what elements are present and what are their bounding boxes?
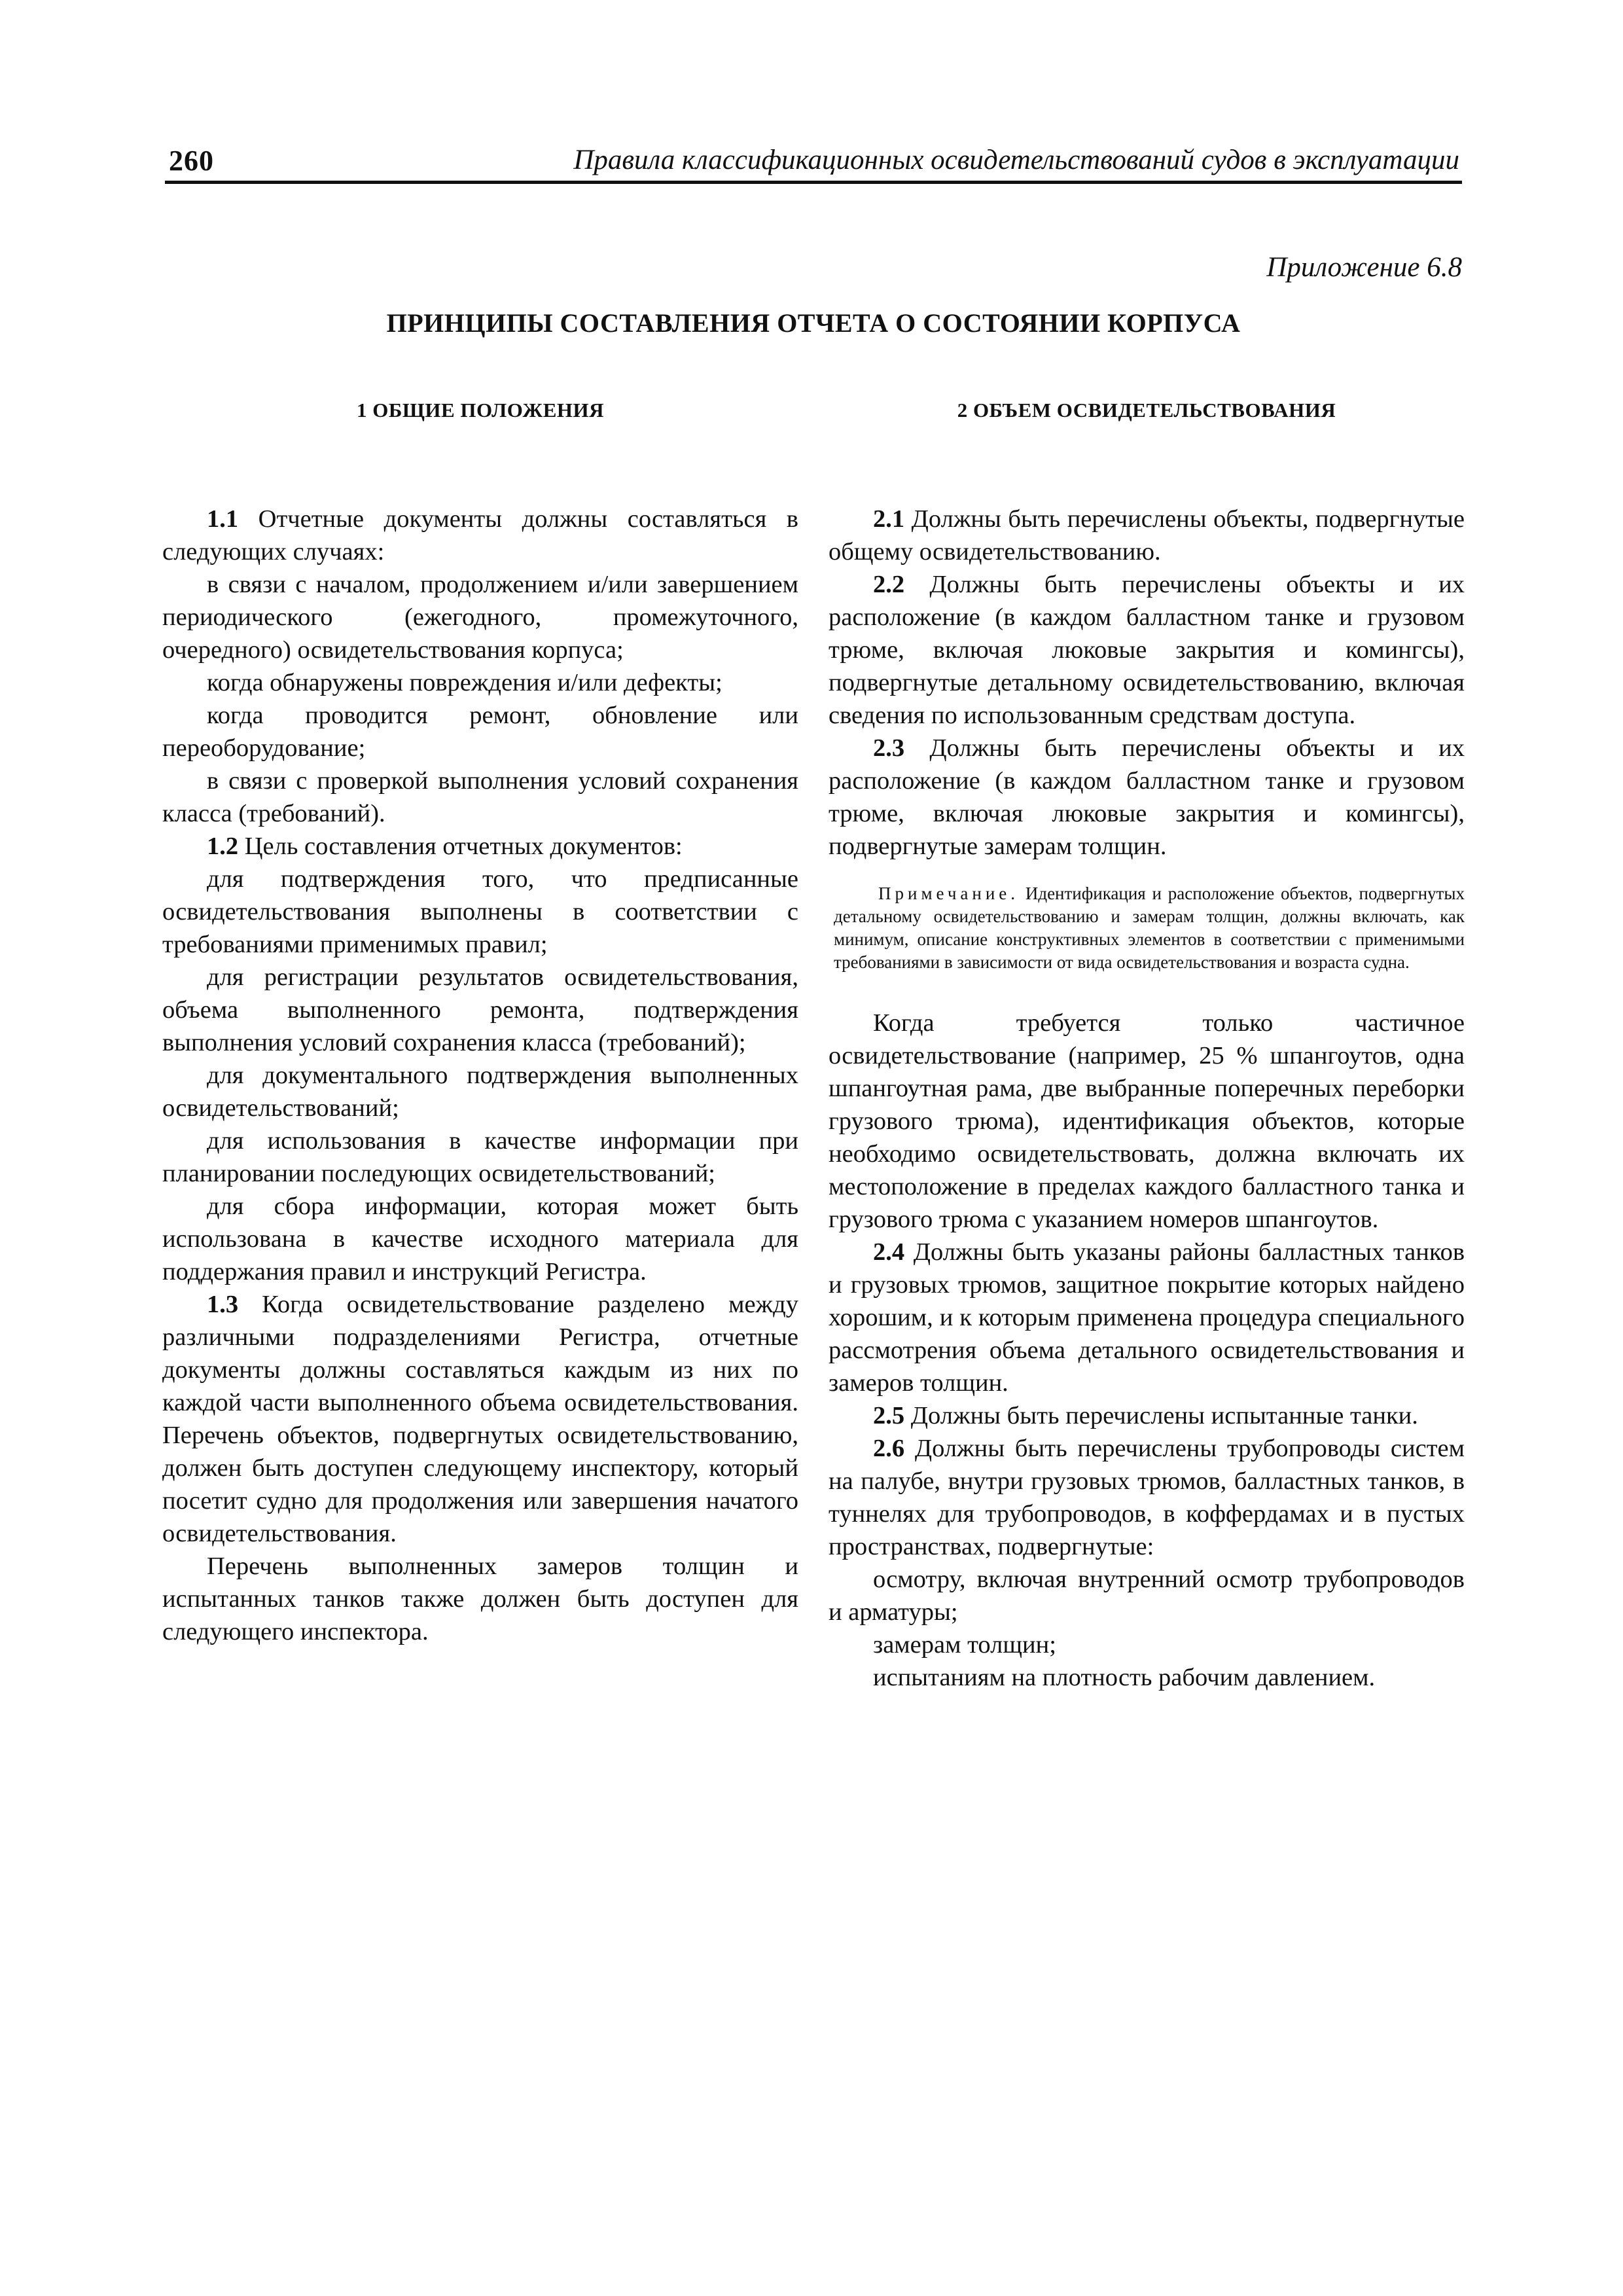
- clause-number: 2.5: [873, 1402, 905, 1429]
- page-number: 260: [169, 145, 214, 177]
- paragraph-2-2: 2.2 Должны быть перечислены объекты и их расположение (в каждом балластном танке и грузовом трюме, включая люковые закрытия и комингсы), подвергнутые детальному освидетельствованию, включая сведения по использованным средствам доступа.: [829, 571, 1465, 729]
- list-item: в связи с проверкой выполнения условий сохранения класса (требований).: [162, 767, 798, 827]
- paragraph-2-4: 2.4 Должны быть указаны районы балластных танков и грузовых трюмов, защитное покрытие которых найдено хорошим, и к которым применена процедура специального рассмотрения объема детального освидетельствования и замеров толщин.: [829, 1238, 1465, 1397]
- clause-number: 2.1: [873, 505, 905, 533]
- running-title: Правила классификационных освидетельствований судов в эксплуатации: [573, 145, 1459, 175]
- note-block: [834, 882, 1465, 974]
- list-item: испытаниям на плотность рабочим давлением.: [873, 1664, 1376, 1691]
- paragraph-2-3-continued: Когда требуется только частичное освидетельствование (например, 25 % шпангоутов, одна шпангоутная рама, две выбранные поперечных переборки грузового трюма), идентификация объектов, которые необходимо освидетельствовать, должна включать их местоположение в пределах каждого балластного танка и грузового трюма с указанием номеров шпангоутов.: [829, 1009, 1465, 1233]
- list-item: для регистрации результатов освидетельствования, объема выполненного ремонта, подтверждения выполнения условий сохранения класса (требований);: [162, 963, 798, 1056]
- clause-number: 2.2: [873, 571, 905, 598]
- appendix-label: Приложение 6.8: [1266, 252, 1462, 283]
- paragraph-1-3: 1.3 Когда освидетельствование разделено между различными подразделениями Регистра, отчетные документы должны составляться каждым из них по каждой части выполненного объема освидетельствования. Перечень объектов, подвергнутых освидетельствованию, должен быть доступен следующему инспектору, который посетит судно для продолжения или завершения начатого освидетельствования.: [162, 1291, 798, 1547]
- list-item: в связи с началом, продолжением и/или завершением периодического (ежегодного, промежуточного, очередного) освидетельствования корпуса;: [162, 571, 798, 664]
- clause-number: 2.3: [873, 734, 905, 762]
- paragraph-1-1: 1.1 Отчетные документы должны составляться в следующих случаях:: [162, 505, 798, 565]
- list-item: когда обнаружены повреждения и/или дефекты;: [207, 669, 722, 696]
- page-title: ПРИНЦИПЫ СОСТАВЛЕНИЯ ОТЧЕТА О СОСТОЯНИИ КОРПУСА: [386, 308, 1241, 338]
- list-item: для подтверждения того, что предписанные освидетельствования выполнены в соответствии с требованиями применимых правил;: [162, 865, 798, 958]
- section-2-heading: 2 ОБЪЕМ ОСВИДЕТЕЛЬСТВОВАНИЯ: [957, 399, 1336, 422]
- clause-number: 1.1: [207, 505, 239, 533]
- paragraph-2-3: 2.3 Должны быть перечислены объекты и их расположение (в каждом балластном танке и грузовом трюме, включая люковые закрытия и комингсы), подвергнутые замерам толщин.: [829, 734, 1465, 860]
- clause-number: 1.2: [207, 833, 239, 860]
- clause-number: 1.3: [207, 1291, 239, 1318]
- list-item: для использования в качестве информации при планировании последующих освидетельствований;: [162, 1127, 798, 1187]
- paragraph-2-5: 2.5 Должны быть перечислены испытанные танки.: [873, 1402, 1418, 1429]
- list-item: для документального подтверждения выполненных освидетельствований;: [162, 1062, 798, 1122]
- clause-number: 2.4: [873, 1238, 905, 1266]
- note-label: Примечание.: [878, 884, 1020, 903]
- paragraph-1-2: 1.2 Цель составления отчетных документов:: [207, 833, 683, 860]
- section-1-heading: 1 ОБЩИЕ ПОЛОЖЕНИЯ: [356, 399, 604, 422]
- paragraph-2-1: 2.1 Должны быть перечислены объекты, подвергнутые общему освидетельствованию.: [829, 505, 1465, 565]
- list-item: для сбора информации, которая может быть использована в качестве исходного материала для поддержания правил и инструкций Регистра.: [162, 1193, 798, 1285]
- paragraph-2-6: 2.6 Должны быть перечислены трубопроводы систем на палубе, внутри грузовых трюмов, балластных танков, в туннелях для трубопроводов, в коффердамах и в пустых пространствах, подвергнутые:: [829, 1435, 1465, 1560]
- right-column: [829, 394, 1465, 1694]
- list-item: когда проводится ремонт, обновление или переоборудование;: [162, 702, 798, 762]
- running-header: [165, 140, 1462, 184]
- note-text: Идентификация и расположение объектов, подвергнутых детальному освидетельствованию и замерам толщин, должны включать, как минимум, описание конструктивных элементов в соответствии с применимыми требованиями в зависимости от вида освидетельствования и возраста судна.: [834, 884, 1465, 972]
- clause-number: 2.6: [873, 1435, 905, 1462]
- list-item: осмотру, включая внутренний осмотр трубопроводов и арматуры;: [829, 1566, 1465, 1626]
- left-column: [162, 394, 798, 1648]
- paragraph-1-3-continued: Перечень выполненных замеров толщин и испытанных танков также должен быть доступен для следующего инспектора.: [162, 1552, 798, 1645]
- list-item: замерам толщин;: [873, 1631, 1056, 1659]
